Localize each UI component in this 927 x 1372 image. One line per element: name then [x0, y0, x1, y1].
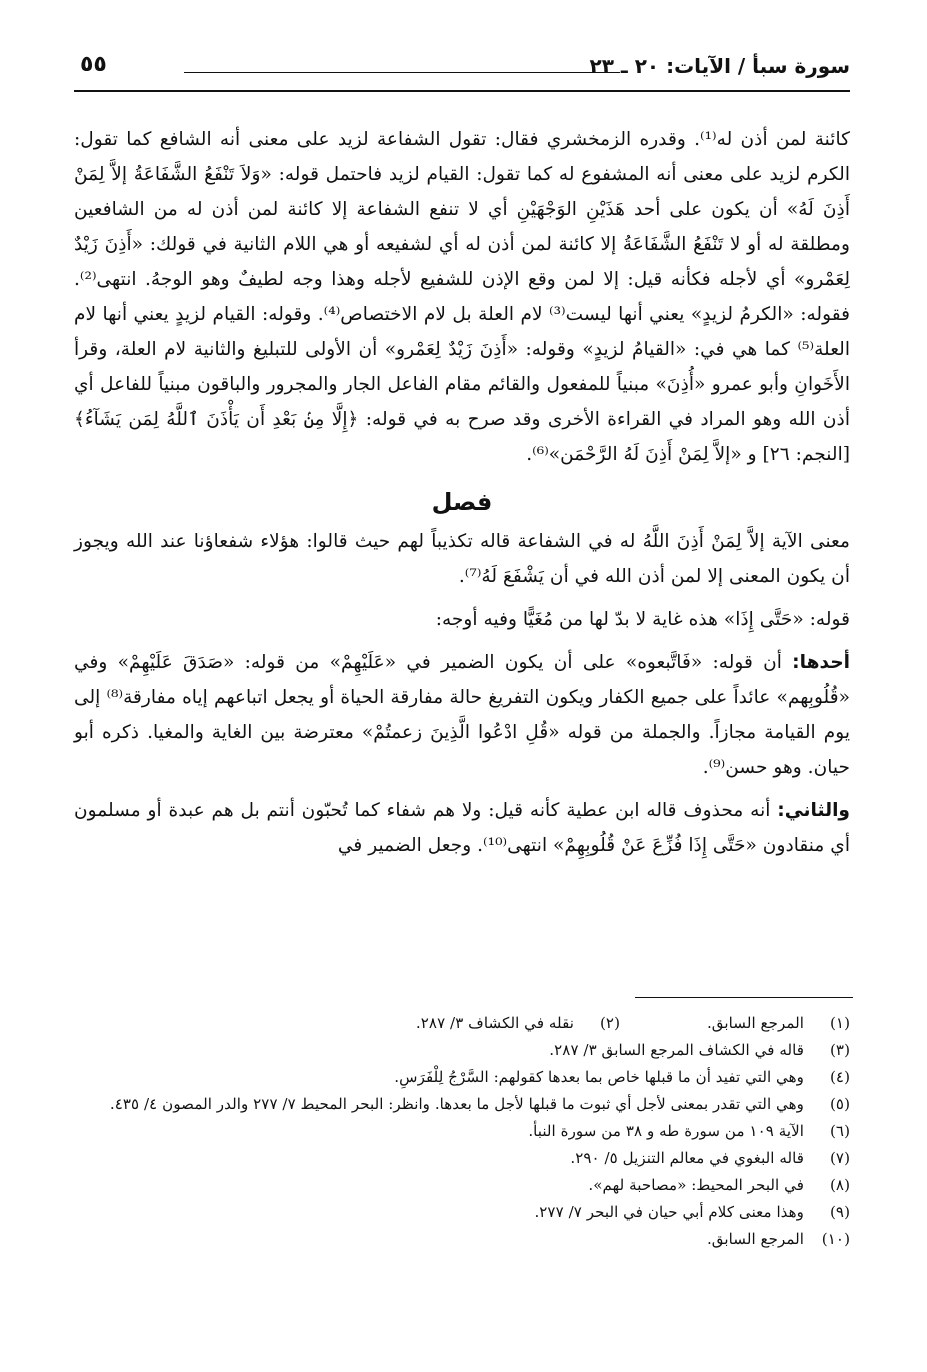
footnote-text: وهذا معنى كلام أبي حيان في البحر ٧/ ٢٧٧. — [534, 1203, 804, 1221]
footnote-number: (٣) — [829, 1041, 850, 1059]
footnote-text: المرجع السابق. — [706, 1014, 804, 1032]
footnote-1 — [620, 1010, 850, 1037]
footnote-text: نقله في الكشاف ٣/ ٢٨٧. — [415, 1014, 574, 1032]
footnote-number: (٢) — [599, 1014, 620, 1032]
paragraph-2: معنى الآية إلاَّ لِمَنْ أَذِنَ اللَّهُ له في الشفاعة قاله تكذيباً لهم حيث قالوا: هؤلاء شفعاؤنا عند الله ويجوز أن يكون المعنى إلا لمن أذن الله في أن يَشْفَعَ لَهُ⁽⁷⁾. — [74, 531, 850, 587]
footnote-number: (٥) — [829, 1095, 850, 1113]
footnote-text: وهي التي تفيد أن ما قبلها خاص بما بعدها كقولهم: السَّرْجُ لِلْفَرَسِ. — [394, 1068, 804, 1086]
main-text — [74, 122, 850, 863]
footnote-text: الآية ١٠٩ من سورة طه و ٣٨ من سورة النبأ. — [528, 1122, 804, 1140]
footnote-7 — [74, 1145, 850, 1172]
footnote-9 — [74, 1199, 850, 1226]
footnote-row-1-2 — [74, 1010, 850, 1037]
page-header — [74, 48, 850, 92]
footnote-3 — [74, 1037, 850, 1064]
footnote-8 — [74, 1172, 850, 1199]
footnote-text: وهي التي تقدر بمعنى لأجل أي ثبوت ما قبلها لأجل ما بعدها. وانظر: البحر المحيط ٧/ ٢٧٧ والدر المصون ٤/ ٤٣٥. — [109, 1095, 804, 1113]
footnote-number: (١٠) — [821, 1230, 850, 1248]
footnote-2 — [390, 1010, 620, 1037]
footnotes — [74, 1010, 850, 1253]
footnote-6 — [74, 1118, 850, 1145]
paragraph-5-lead: والثاني: — [777, 800, 850, 821]
running-title: سورة سبأ / الآيات: ٢٠ ـ ٢٣ — [589, 54, 850, 78]
header-rule — [184, 72, 620, 73]
footnote-number: (٩) — [829, 1203, 850, 1221]
footnote-number: (٨) — [829, 1176, 850, 1194]
page-number: ٥٥ — [80, 52, 107, 77]
paragraph-3: قوله: «حَتَّى إِذَا» هذه غاية لا بدّ لها من مُغَيًّا وفيه أوجه: — [435, 609, 850, 630]
footnote-4 — [74, 1064, 850, 1091]
footnote-text: في البحر المحيط: «مصاحبة لهم». — [588, 1176, 804, 1194]
paragraph-1: كائنة لمن أذن له⁽¹⁾. وقدره الزمخشري فقال: تقول الشفاعة لزيد على معنى أنه الشافع كما تقول: الكرم لزيد على معنى أنه المشفوع له كما تقول: القيام لزيد فاحتمل قوله: «وَلاَ تَنْفَعُ الشَّفَاعَةُ إلاَّ لِمَنْ أَذِنَ لَهُ» أن يكون على أحد هَذَيْنِ الوَجْهَيْنِ أي لا تنفع الشفاعة إلا كائنة لمن أذن له من الشافعين ومطلقة له أو لا تَنْفَعُ الشَّفَاعَةُ إلا كائنة لمن أذن له أي لشفيعه أو هي اللام الثانية في قولك: «أَذِنَ زَيْدٌ لِعَمْرو» أي لأجله فكأنه قيل: إلا لمن وقع الإذن للشفيع لأجله وهذا وجه لطيفٌ وهو الوجهُ. انتهى⁽²⁾. فقوله: «الكرمُ لزيدٍ» يعني أنها ليست⁽³⁾ لام العلة بل لام الاختصاص⁽⁴⁾. وقوله: القيام لزيدٍ يعني أنها لام العلة⁽⁵⁾ كما هي في: «القيامُ لزيدٍ» وقوله: «أَذِنَ زَيْدٌ لِعَمْرو» أن الأولى للتبليغ والثانية لام العلة، وقرأ الأَخَوانِ وأبو عمرو «أُذِنَ» مبنياً للمفعول والقائم مقام الفاعل الجار والمجرور والباقون مبنياً للفاعل أي أذن الله وهو المراد في القراءة الأخرى وقد صرح به في قوله: ﴿إِلَّا مِنۢ بَعْدِ أَن يَأْذَنَ ٱللَّهُ لِمَن يَشَآءُ﴾ [النجم: ٢٦] و «إلاَّ لِمَنْ أَذِنَ لَهُ الرَّحْمَن»⁽⁶⁾. — [74, 129, 850, 465]
footnote-5 — [74, 1091, 850, 1118]
section-title: فصل — [431, 488, 493, 516]
paragraph-4-lead: أحدها: — [792, 652, 850, 673]
footnote-number: (٦) — [829, 1122, 850, 1140]
paragraph-4 — [74, 645, 850, 785]
footnote-number: (٧) — [829, 1149, 850, 1167]
footnote-number: (١) — [829, 1014, 850, 1032]
footnote-text: قاله البغوي في معالم التنزيل ٥/ ٢٩٠. — [570, 1149, 804, 1167]
footnote-number: (٤) — [829, 1068, 850, 1086]
footnote-separator — [635, 997, 853, 998]
paragraph-4-text: أن قوله: «فَاتَّبعوه» على أن يكون الضمير في «عَلَيْهِمْ» من قوله: «صَدَقَ عَلَيْهِمْ» وفي «قُلُوبِهم» عائداً على جميع الكفار ويكون التفريغ حالة مفارقة الحياة أو يجعل اتباعهم إياه مفارقة⁽⁸⁾ إلى يوم القيامة مجازاً. والجملة من قوله «قُلِ ادْعُوا الَّذِينَ زعمتُمْ» معترضة بين الغاية والمغيا. ذكره أبو حيان. وهو حسن⁽⁹⁾. — [74, 652, 850, 778]
paragraph-5-text: أنه محذوف قاله ابن عطية كأنه قيل: ولا هم شفاء كما تُحبّون أنتم بل هم عبدة أو مسلمون أي منقادون «حَتَّى إِذَا فُزِّعَ عَنْ قُلُوبِهِمْ» انتهى⁽¹⁰⁾. وجعل الضمير في — [74, 800, 850, 856]
paragraph-5 — [74, 793, 850, 863]
footnote-text: قاله في الكشاف المرجع السابق ٣/ ٢٨٧. — [549, 1041, 804, 1059]
footnote-10 — [74, 1226, 850, 1253]
footnote-text: المرجع السابق. — [706, 1230, 804, 1248]
